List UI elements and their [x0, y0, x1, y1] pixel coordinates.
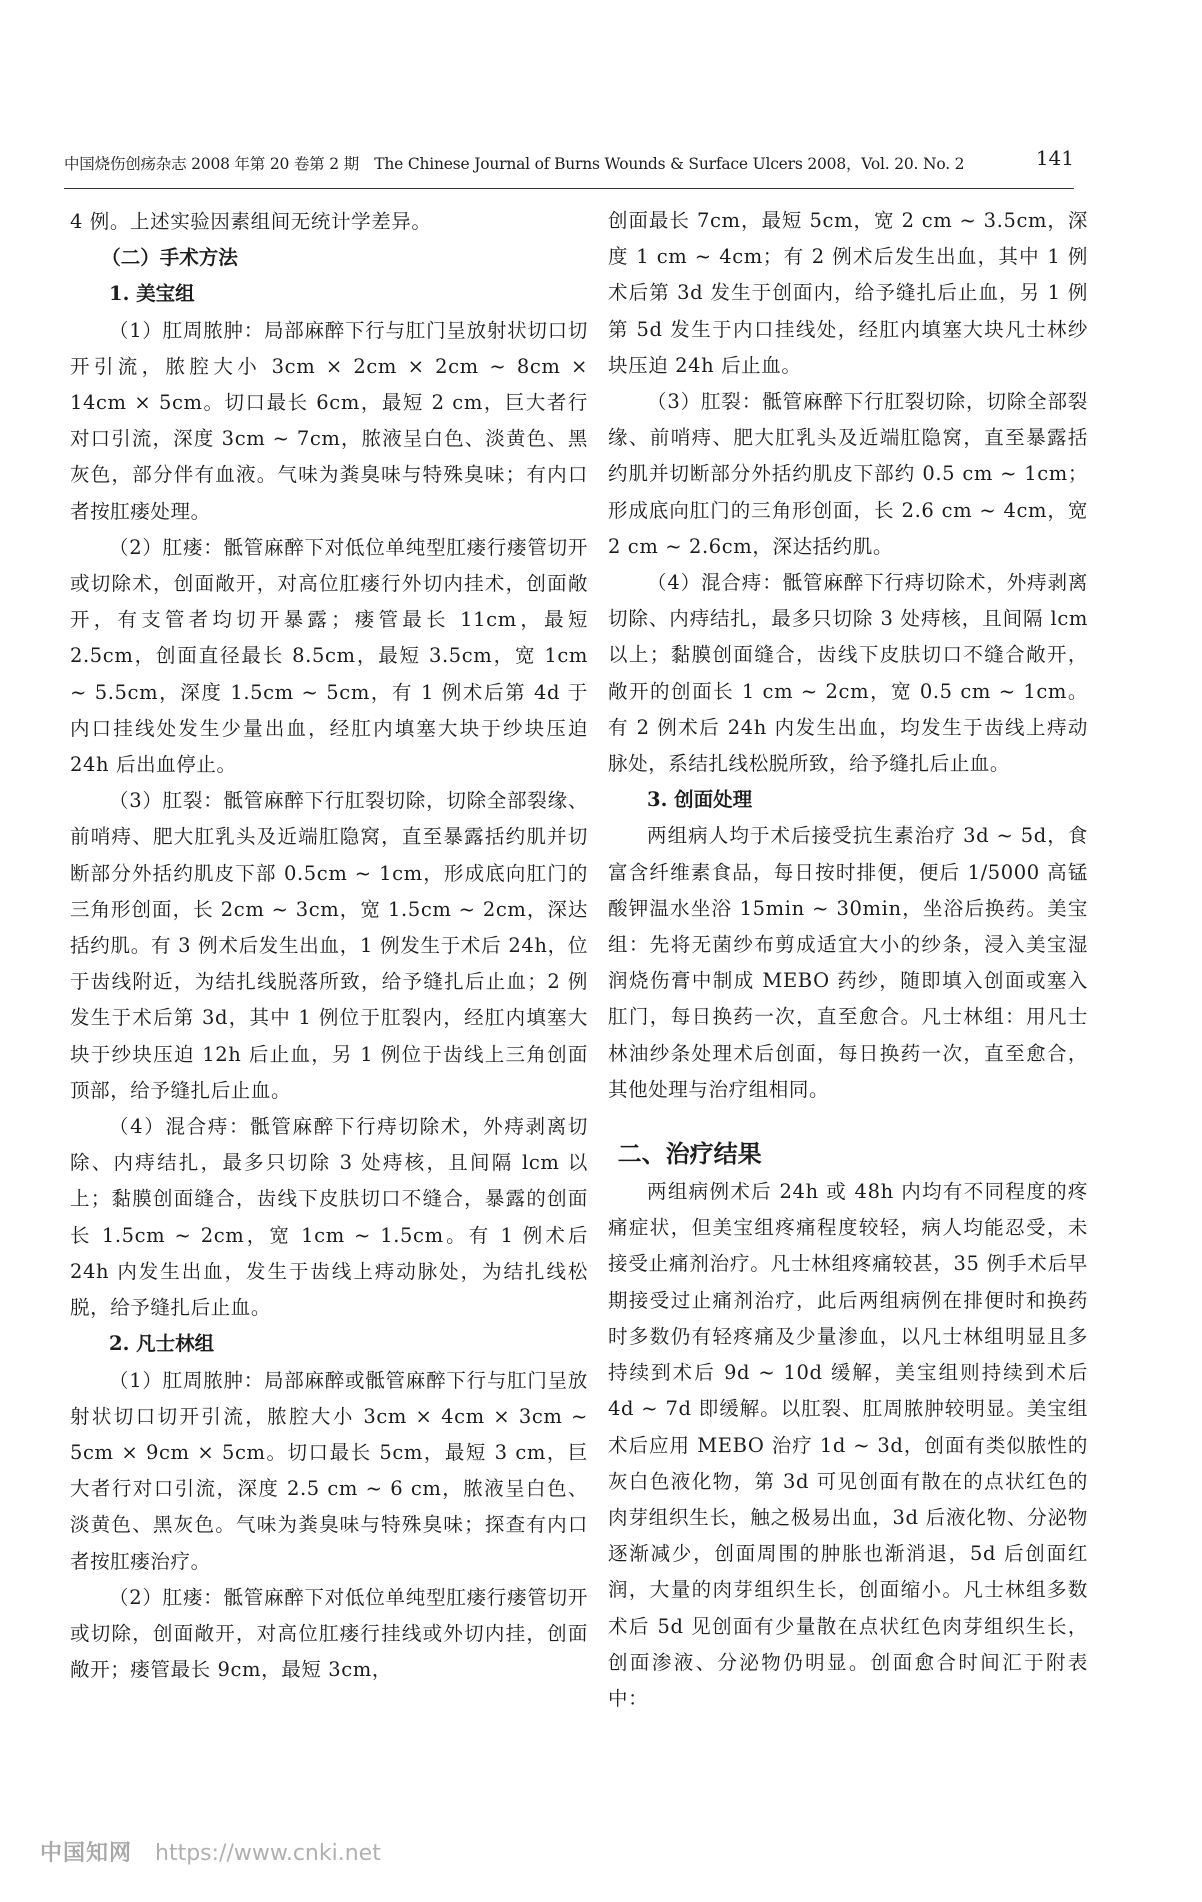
- header-rule: [64, 188, 1074, 189]
- section-heading: 二、治疗结果: [617, 1139, 762, 1169]
- cnki-url[interactable]: https://www.cnki.net: [155, 1841, 381, 1866]
- section-spacer: [608, 1108, 1088, 1134]
- paragraph: （4）混合痔：骶管麻醉下行痔切除术，外痔剥离切除、内痔结扎，最多只切除 3 处痔核，且间隔 lcm 以上；黏膜创面缝合，齿线下皮肤切口不缝合敞开，敞开的创面长 1 cm ~ 2cm，宽 0.5 cm ~ 1cm。有 2 例术后 24h 内发生出血，均发生于齿线上痔动脉处，系结扎线松脱所致，给予缝扎后止血。: [608, 571, 1088, 776]
- paragraph: （4）混合痔：骶管麻醉下行痔切除术，外痔剥离切除、内痔结扎，最多只切除 3 处痔核，且间隔 lcm 以上；黏膜创面缝合，齿线下皮肤切口不缝合，暴露的创面长 1.5cm ~ 2cm，宽 1cm ~ 1.5cm。有 1 例术后 24h 内发生出血，发生于齿线上痔动脉处，为结扎线松脱，给予缝扎后止血。: [70, 1115, 588, 1320]
- paragraph: （3）肛裂：骶管麻醉下行肛裂切除，切除全部裂缘、前哨痔、肥大肛乳头及近端肛隐窝，直至暴露括约肌并切断部分外括约肌皮下部约 0.5 cm ~ 1cm；形成底向肛门的三角形创面，长 2.6 cm ~ 4cm，宽 2 cm ~ 2.6cm，深达括约肌。: [608, 390, 1088, 558]
- subsection-heading: 1. 美宝组: [109, 282, 195, 306]
- cnki-logo-text: 中国知网: [40, 1841, 133, 1866]
- paragraph: 两组病人均于术后接受抗生素治疗 3d ~ 5d，食富含纤维素食品，每日按时排便，便后 1/5000 高锰酸钾温水坐浴 15min ~ 30min，坐浴后换药。美宝组：先将无菌纱布剪成适宜大小的纱条，浸入美宝湿润烧伤膏中制成 MEBO 药纱，随即填入创面或塞入肛门，每日换药一次，直至愈合。凡士林组：用凡士林油纱条处理术后创面，每日换药一次，直至愈合，其他处理与治疗组相同。: [608, 824, 1088, 1101]
- paragraph: （3）肛裂：骶管麻醉下行肛裂切除，切除全部裂缘、前哨痔、肥大肛乳头及近端肛隐窝，直至暴露括约肌并切断部分外括约肌皮下部 0.5cm ~ 1cm，形成底向肛门的三角形创面，长 2cm ~ 3cm，宽 1.5cm ~ 2cm，深达括约肌。有 3 例术后发生出血，1 例发生于术后 24h，位于齿线附近，为结扎线脱落所致，给予缝扎后止血；2 例发生于术后第 3d，其中 1 例位于肛裂内，经肛内填塞大块于纱块压迫 12h 后止血，另 1 例位于齿线上三角创面顶部，给予缝扎后止血。: [70, 789, 588, 1102]
- subsection-heading: 3. 创面处理: [647, 788, 753, 812]
- running-header: [64, 146, 1074, 180]
- subsection-heading: 2. 凡士林组: [109, 1332, 215, 1356]
- paragraph: （2）肛瘘：骶管麻醉下对低位单纯型肛瘘行瘘管切开或切除，创面敞开，对高位肛瘘行挂线或外切内挂，创面敞开；瘘管最长 9cm，最短 3cm，: [70, 1585, 588, 1682]
- paragraph: 两组病例术后 24h 或 48h 内均有不同程度的疼痛症状，但美宝组疼痛程度较轻，病人均能忍受，未接受止痛剂治疗。凡士林组疼痛较甚，35 例手术后早期接受过止痛剂治疗，此后两组病例在排便时和换药时多数仍有轻疼痛及少量渗血，以凡士林组明显且多持续到术后 9d ~ 10d 缓解，美宝组则持续到术后 4d ~ 7d 即缓解。以肛裂、肛周脓肿较明显。美宝组术后应用 MEBO 治疗 1d ~ 3d，创面有类似脓性的灰白色液化物，第 3d 可见创面有散在的点状红色的肉芽组织生长，触之极易出血，3d 后液化物、分泌物逐渐减少，创面周围的肿胀也渐消退，5d 后创面红润，大量的肉芽组织生长，创面缩小。凡士林组多数术后 5d 见创面有少量散在点状红色肉芽组织生长，创面渗液、分泌物仍明显。创面愈合时间汇于附表中：: [608, 1180, 1088, 1710]
- footer-watermark: [40, 1836, 381, 1867]
- page-number: 141: [1035, 146, 1074, 170]
- paragraph: 4 例。上述实验因素组间无统计学差异。: [70, 210, 432, 233]
- paragraph: 创面最长 7cm，最短 5cm，宽 2 cm ~ 3.5cm，深度 1 cm ~ 4cm；有 2 例术后发生出血，其中 1 例术后第 3d 发生于创面内，给予缝扎后止血，另 1 例第 5d 发生于内口挂线处，经肛内填塞大块凡士林纱块压迫 24h 后止血。: [608, 209, 1088, 377]
- subsection-heading: （二）手术方法: [101, 246, 238, 270]
- paragraph: （1）肛周脓肿：局部麻醉或骶管麻醉下行与肛门呈放射状切口切开引流，脓腔大小 3cm × 4cm × 3cm ~ 5cm × 9cm × 5cm。切口最长 5cm，最短 3 cm，巨大者行对口引流，深度 2.5 cm ~ 6 cm，脓液呈白色、淡黄色、黑灰色。气味为粪臭味与特殊臭味；探查有内口者按肛瘘治疗。: [70, 1368, 588, 1573]
- paragraph: （1）肛周脓肿：局部麻醉下行与肛门呈放射状切口切开引流，脓腔大小 3cm × 2cm × 2cm ~ 8cm × 14cm × 5cm。切口最长 6cm，最短 2 cm，巨大者行对口引流，深度 3cm ~ 7cm，脓液呈白色、淡黄色、黑灰色，部分伴有血液。气味为粪臭味与特殊臭味；有内口者按肛瘘处理。: [70, 318, 588, 523]
- left-column: [70, 204, 588, 1688]
- paragraph: （2）肛瘘：骶管麻醉下对低位单纯型肛瘘行瘘管切开或切除术，创面敞开，对高位肛瘘行外切内挂术，创面敞开，有支管者均切开暴露；瘘管最长 11cm，最短 2.5cm，创面直径最长 8.5cm，最短 3.5cm，宽 1cm ~ 5.5cm，深度 1.5cm ~ 5cm，有 1 例术后第 4d 于内口挂线处发生少量出血，经肛内填塞大块于纱块压迫 24h 后出血停止。: [70, 535, 588, 777]
- journal-citation: 中国烧伤创疡杂志 2008 年第 20 卷第 2 期 The Chinese Journal of Burns Wounds & Surface Ulcers 2008，Vol. 20. No. 2: [64, 155, 965, 173]
- right-column: [608, 203, 1088, 1717]
